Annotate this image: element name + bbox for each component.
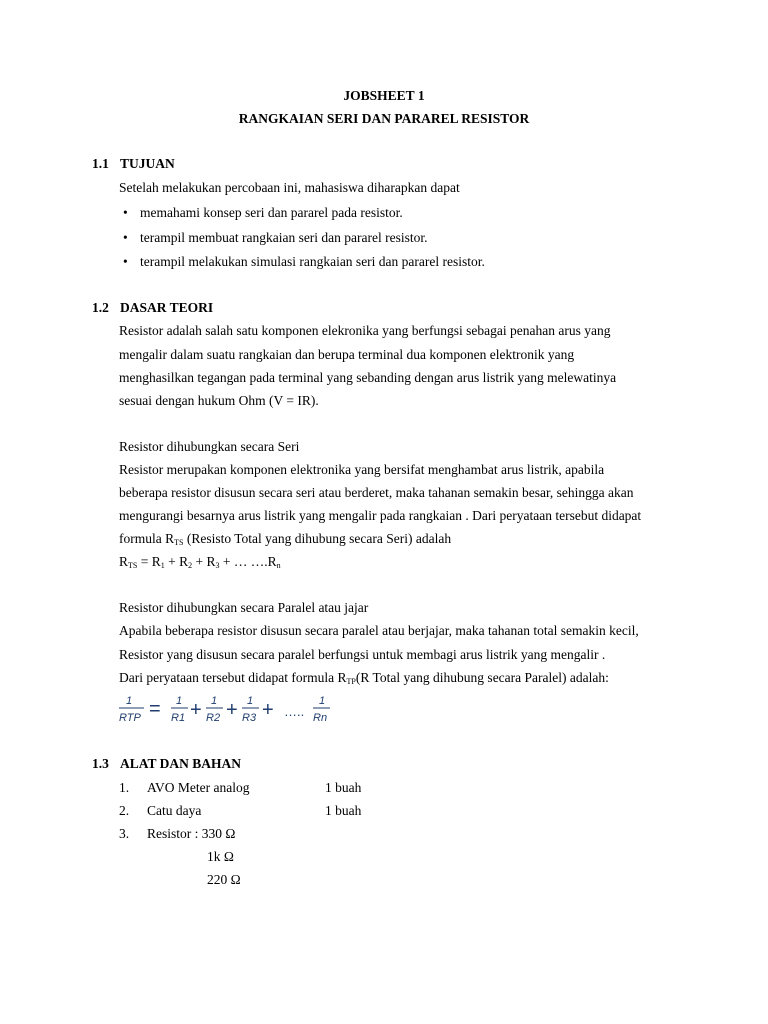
paragraph-line: beberapa resistor disusun secara seri atau berderet, maka tahanan semakin besar, sehingga akan	[119, 485, 634, 500]
paragraph-line: mengalir dalam suatu rangkaian dan berupa terminal dua komponen elektronik yang	[119, 347, 575, 362]
subscript: TP	[346, 677, 356, 686]
symbol: + R	[192, 554, 216, 569]
list-item	[119, 826, 235, 842]
section-heading-dasar-teori	[92, 300, 213, 316]
seri-formula-line	[119, 531, 451, 547]
list-item-text: memahami konsep seri dan pararel pada resistor.	[140, 205, 403, 220]
section-number: 1.2	[92, 300, 109, 315]
resistor-value: 220 Ω	[207, 872, 241, 887]
plus-sign: +	[262, 699, 274, 721]
denominator: RTP	[119, 712, 141, 724]
plus-sign: +	[190, 699, 202, 721]
list-number: 1.	[119, 780, 130, 795]
paralel-formula-line	[119, 670, 609, 686]
list-item	[123, 205, 403, 221]
item-name: Resistor : 330 Ω	[147, 826, 236, 841]
denominator: R2	[206, 712, 221, 724]
section-number: 1.1	[92, 156, 109, 171]
section-title: TUJUAN	[120, 156, 175, 171]
seri-title: Resistor dihubungkan secara Seri	[119, 439, 300, 454]
numerator: 1	[176, 695, 183, 707]
symbol: + … ….R	[219, 554, 277, 569]
text: (R Total yang dihubung secara Paralel) adalah:	[355, 670, 609, 685]
subscript: n	[276, 561, 281, 570]
document-title: JOBSHEET 1	[343, 88, 425, 103]
paragraph-line: mengurangi besarnya arus listrik yang mengalir pada rangkaian . Dari peryataan tersebut didapat	[119, 508, 642, 523]
symbol: R	[119, 554, 129, 569]
list-item-text: terampil melakukan simulasi rangkaian seri dan pararel resistor.	[140, 254, 485, 269]
bullet-icon: •	[123, 254, 128, 269]
list-item-text: terampil membuat rangkaian seri dan pararel resistor.	[140, 230, 428, 245]
numerator: 1	[126, 695, 133, 707]
numerator: 1	[247, 695, 254, 707]
text: formula R	[119, 531, 175, 546]
subscript: 1	[160, 561, 165, 570]
plus-sign: +	[226, 699, 238, 721]
subscript: TS	[174, 538, 184, 547]
list-number: 3.	[119, 826, 130, 841]
numerator: 1	[211, 695, 218, 707]
numerator: 1	[319, 695, 326, 707]
bullet-icon: •	[123, 230, 128, 245]
symbol: = R	[137, 554, 161, 569]
text: Dari peryataan tersebut didapat formula R	[119, 670, 347, 685]
item-quantity: 1 buah	[325, 803, 362, 818]
section-title: DASAR TEORI	[120, 300, 214, 315]
paralel-title: Resistor dihubungkan secara Paralel atau jajar	[119, 600, 369, 615]
bullet-icon: •	[123, 205, 128, 220]
section-heading-alat-bahan	[92, 756, 241, 772]
list-item	[123, 254, 485, 270]
subscript: 2	[188, 561, 193, 570]
paragraph-line: sesuai dengan hukum Ohm (V = IR).	[119, 393, 319, 408]
subscript: TS	[128, 561, 138, 570]
resistor-value: 1k Ω	[207, 849, 234, 864]
subscript: 3	[215, 561, 220, 570]
paragraph-line: Resistor merupakan komponen elektronika yang bersifat menghambat arus listrik, apabila	[119, 462, 605, 477]
paragraph-line: Resistor yang disusun secara paralel berfungsi untuk membagi arus listrik yang mengalir .	[119, 647, 606, 662]
item-quantity: 1 buah	[325, 780, 362, 795]
tujuan-intro: Setelah melakukan percobaan ini, mahasiswa diharapkan dapat	[119, 180, 460, 195]
denominator: R1	[171, 712, 186, 724]
list-item	[123, 230, 428, 246]
denominator: R3	[242, 712, 257, 724]
section-title: ALAT DAN BAHAN	[120, 756, 242, 771]
item-name: Catu daya	[147, 803, 202, 818]
ellipsis: …..	[284, 704, 305, 719]
equals-sign: =	[149, 698, 161, 720]
section-number: 1.3	[92, 756, 109, 771]
text: (Resisto Total yang dihubung secara Seri) adalah	[183, 531, 452, 546]
paragraph-line: menghasilkan tegangan pada terminal yang sebanding dengan arus listrik yang melewatinya	[119, 370, 617, 385]
paralel-formula	[116, 693, 346, 727]
paragraph-line: Apabila beberapa resistor disusun secara paralel atau berjajar, maka tahanan total semakin kecil,	[119, 623, 639, 638]
document-subtitle: RANGKAIAN SERI DAN PARAREL RESISTOR	[238, 111, 530, 126]
denominator: Rn	[313, 712, 328, 724]
seri-equation	[119, 554, 281, 570]
section-heading-tujuan	[92, 156, 175, 172]
item-name: AVO Meter analog	[147, 780, 250, 795]
paragraph-line: Resistor adalah salah satu komponen elekronika yang berfungsi sebagai penahan arus yang	[119, 323, 611, 338]
list-item	[119, 803, 201, 819]
list-item	[119, 780, 249, 796]
symbol: + R	[164, 554, 189, 569]
list-number: 2.	[119, 803, 130, 818]
